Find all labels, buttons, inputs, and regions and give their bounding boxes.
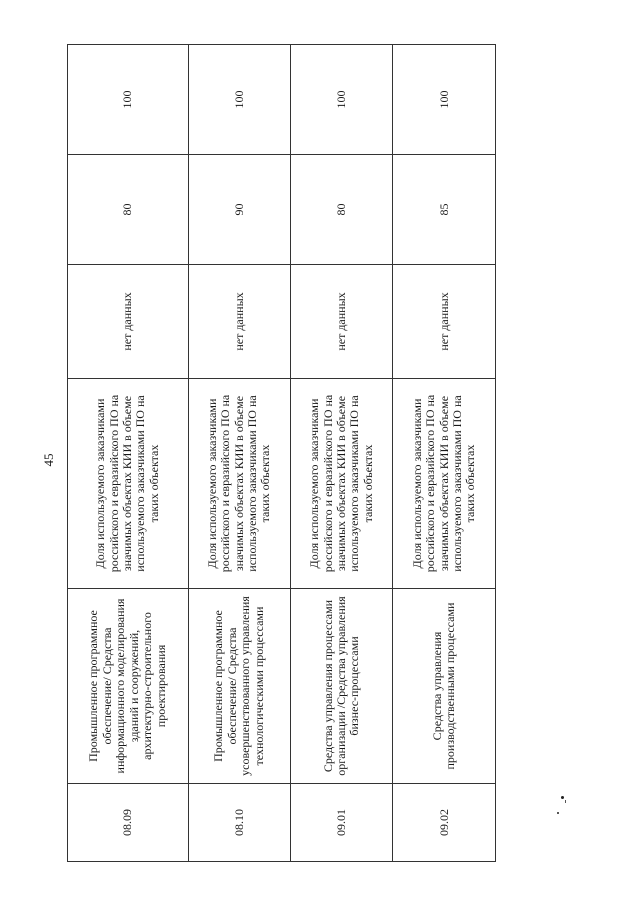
row-indicator: Доля используемого заказчиками российского и евразийского ПО на значимых объектах КИИ в объеме используемого заказчиками ПО на таких объектах (188, 379, 290, 589)
row-code: 08.09 (68, 784, 189, 862)
row-indicator: Доля используемого заказчиками российского и евразийского ПО на значимых объектах КИИ в объеме используемого заказчиками ПО на таких объектах (393, 379, 496, 589)
row-base-value: нет данных (393, 265, 496, 379)
row-code: 09.02 (393, 784, 496, 862)
row-target-2: 100 (393, 45, 496, 155)
row-target-2: 100 (188, 45, 290, 155)
stray-scan-marks (555, 796, 569, 826)
row-code: 09.01 (291, 784, 393, 862)
row-target-2: 100 (291, 45, 393, 155)
table-row (393, 45, 496, 862)
row-target-1: 85 (393, 155, 496, 265)
table-row (68, 45, 189, 862)
row-name: Промышленное программное обеспечение/ Средства информационного моделирования зданий и сооружений, архитектурно-строительного проектирования (68, 589, 189, 784)
rotated-table-wrapper (67, 45, 496, 862)
table-row (291, 45, 393, 862)
row-target-1: 80 (68, 155, 189, 265)
row-indicator: Доля используемого заказчиками российского и евразийского ПО на значимых объектах КИИ в объеме используемого заказчиками ПО на таких объектах (291, 379, 393, 589)
row-indicator: Доля используемого заказчиками российского и евразийского ПО на значимых объектах КИИ в объеме используемого заказчиками ПО на таких объектах (68, 379, 189, 589)
row-target-2: 100 (68, 45, 189, 155)
rotated-table-content (67, 45, 496, 862)
table-row (188, 45, 290, 862)
row-base-value: нет данных (68, 265, 189, 379)
row-name: Промышленное программное обеспечение/ Средства усовершенствованного управления технологическими процессами (188, 589, 290, 784)
row-name: Средства управления процессами организации /Средства управления бизнес-процессами (291, 589, 393, 784)
row-target-1: 90 (188, 155, 290, 265)
row-name: Средства управления производственными процессами (393, 589, 496, 784)
row-code: 08.10 (188, 784, 290, 862)
row-target-1: 80 (291, 155, 393, 265)
row-base-value: нет данных (188, 265, 290, 379)
indicators-table (67, 44, 496, 862)
row-base-value: нет данных (291, 265, 393, 379)
page-number: 45 (41, 453, 56, 467)
